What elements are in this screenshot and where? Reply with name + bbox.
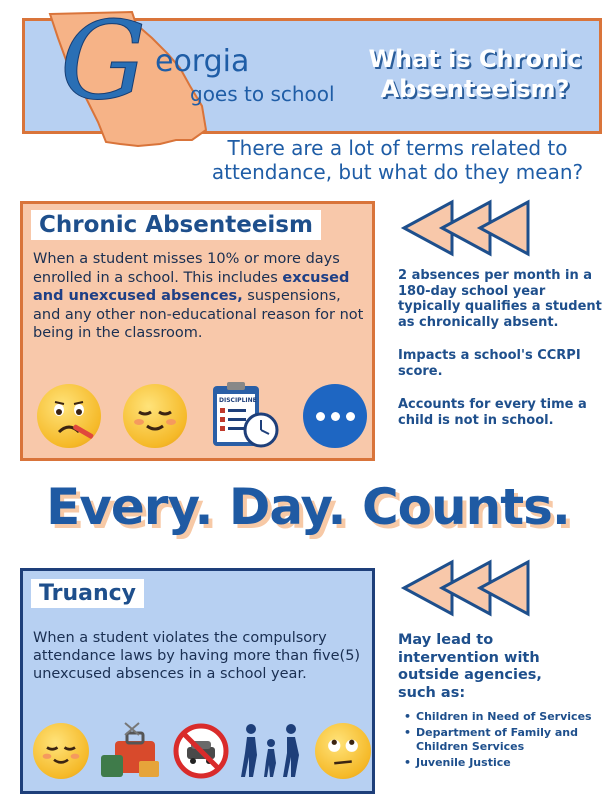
relieved-face-icon [33, 723, 89, 779]
discipline-clipboard-icon [209, 382, 281, 450]
brand-word: eorgia [155, 44, 250, 79]
sick-face-icon [37, 384, 101, 448]
truancy-icon-row [33, 721, 371, 781]
relieved-face-icon [123, 384, 187, 448]
chronic-notes [398, 268, 603, 428]
discipline-label: DISCIPLINE [219, 397, 257, 404]
chronic-text-bold: excused and unexcused absences, [33, 269, 350, 304]
page-title: What is Chronic Absenteeism? [368, 45, 582, 103]
truancy-definition: When a student violates the compulsory attendance laws by having more than five(5) unexcused absences in a school year. [33, 630, 361, 682]
rolling-eyes-face-icon [315, 723, 371, 779]
truancy-notes [398, 632, 608, 772]
list-item: • Juvenile Justice [398, 756, 608, 770]
luggage-icon [99, 721, 163, 781]
chronic-note: Accounts for every time a child is not in school. [398, 397, 587, 428]
chronic-definition [33, 250, 368, 343]
arrows-left-icon [398, 196, 558, 260]
brand-subtitle: goes to school [190, 82, 335, 106]
list-item: • Children in Need of Services [398, 710, 608, 724]
arrows-left-icon [398, 556, 558, 620]
list-item: • Department of Family and Children Services [398, 726, 608, 754]
chronic-text-after: suspensions, and any other non-educational reason for not being in the classroom. [33, 288, 364, 341]
chronic-note: Impacts a school's CCRPI score. [398, 348, 581, 379]
chronic-text-before: When a student misses 10% or more days enrolled in a school. This includes [33, 251, 340, 286]
brand-initial: G [60, 0, 147, 124]
more-ellipsis-icon [303, 384, 367, 448]
chronic-icon-row [37, 382, 367, 450]
chronic-absenteeism-card [20, 201, 375, 461]
slogan: Every. Day. Counts. [46, 478, 570, 536]
chronic-note: 2 absences per month in a 180-day school year typically qualifies a student as chronically absent. [398, 268, 602, 330]
truancy-lead: May lead to intervention with outside agencies, such as: [398, 632, 542, 701]
no-car-icon [173, 723, 229, 779]
truancy-title: Truancy [31, 579, 144, 608]
truancy-card [20, 568, 375, 794]
intro-text: There are a lot of terms related to attendance, but what do they mean? [211, 136, 584, 184]
chronic-title: Chronic Absenteeism [31, 210, 321, 240]
agency-list [398, 710, 608, 770]
family-walking-icon [239, 721, 305, 781]
